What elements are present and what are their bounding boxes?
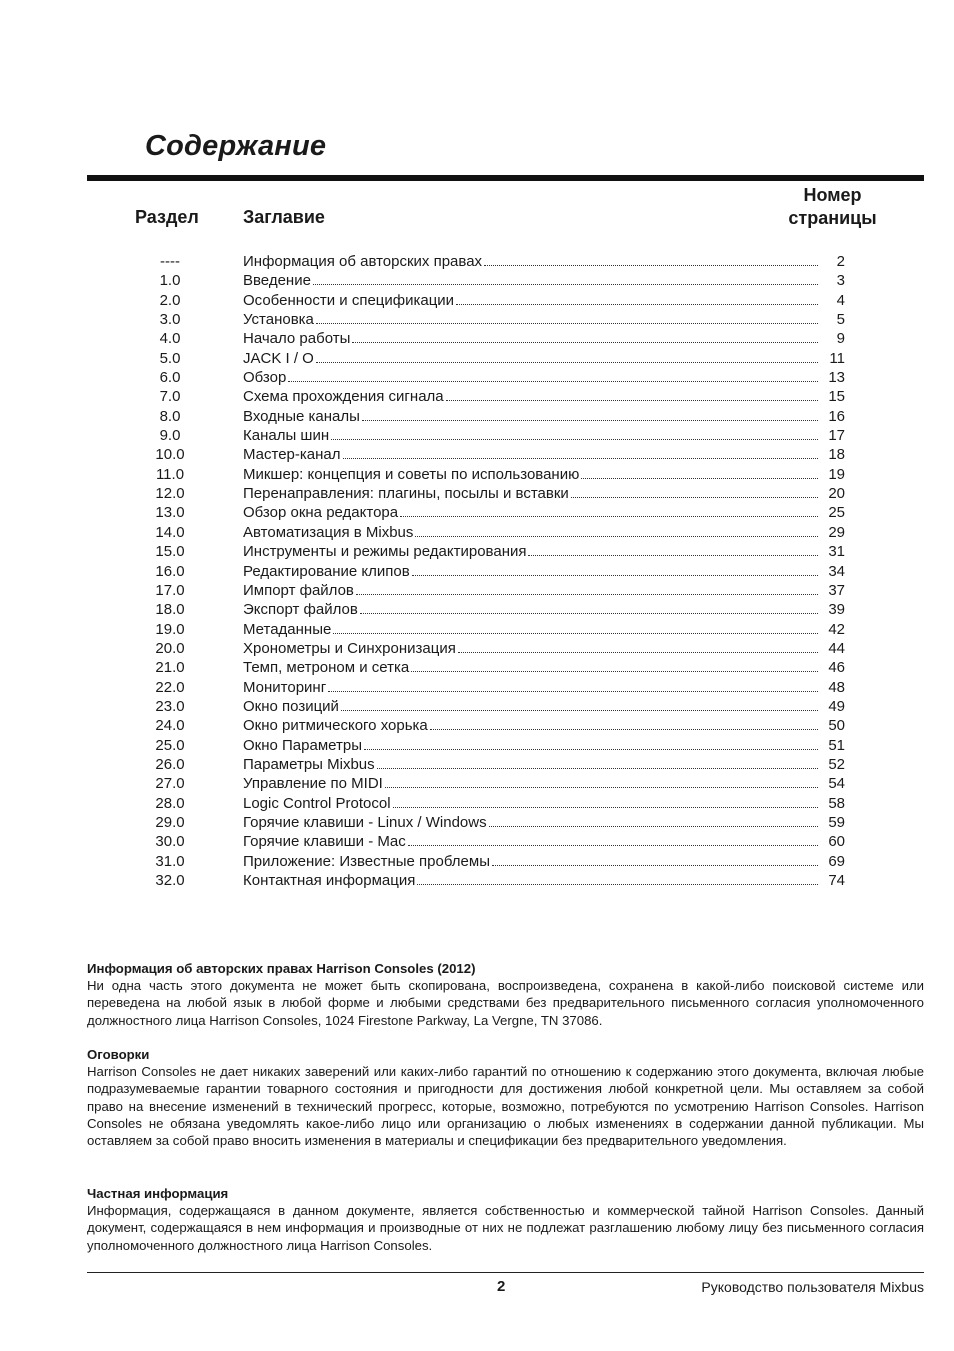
toc-page-number: 34: [828, 562, 845, 580]
toc-row: [135, 620, 845, 639]
toc-section-number: 20.0: [155, 639, 185, 657]
toc-page-number: 11: [829, 349, 845, 367]
toc-row: [135, 465, 845, 484]
toc-entry-title: JACK I / O: [243, 349, 314, 367]
toc-section-number: 13.0: [155, 504, 185, 522]
toc-entry: [243, 310, 818, 329]
table-of-contents: [135, 252, 845, 890]
toc-page-number: 5: [836, 311, 845, 329]
toc-section-number: 27.0: [155, 775, 185, 793]
toc-leader-dots: [343, 457, 819, 459]
toc-leader-dots: [331, 438, 818, 440]
toc-entry: [243, 329, 818, 348]
toc-entry-title: Информация об авторских правах: [243, 253, 483, 270]
toc-leader-dots: [316, 322, 818, 324]
toc-row: [135, 329, 845, 348]
toc-entry: [243, 426, 818, 445]
toc-entry-title: Инструменты и режимы редактирования: [243, 543, 527, 561]
toc-page-number: 19: [828, 465, 845, 483]
toc-row: [135, 794, 845, 813]
toc-entry: [243, 465, 818, 484]
toc-entry: [243, 600, 818, 619]
toc-entry: [243, 852, 818, 871]
toc-page-number: 37: [828, 581, 845, 599]
toc-leader-dots: [400, 515, 818, 517]
toc-row: [135, 426, 845, 445]
toc-row: [135, 271, 845, 290]
toc-entry: [243, 755, 818, 774]
toc-section-number: 30.0: [155, 833, 185, 851]
toc-section-number: 16.0: [155, 562, 185, 580]
toc-row: [135, 291, 845, 310]
toc-entry: [243, 271, 818, 290]
toc-section-number: 4.0: [159, 330, 181, 348]
toc-entry: [243, 542, 818, 561]
toc-section-number: 15.0: [155, 543, 185, 561]
header-title: Заглавие: [243, 207, 325, 227]
toc-leader-dots: [333, 632, 818, 634]
toc-page-number: 52: [828, 755, 845, 773]
toc-section-number: 9.0: [159, 427, 181, 445]
toc-row: [135, 503, 845, 522]
toc-entry-title: Окно ритмического хорька: [243, 717, 428, 735]
toc-leader-dots: [360, 612, 818, 614]
toc-entry-title: Управление по MIDI: [243, 775, 383, 793]
title-rule: [87, 175, 924, 181]
toc-entry: [243, 349, 818, 368]
toc-entry: [243, 581, 818, 600]
toc-entry-title: Особенности и спецификации: [243, 291, 455, 309]
toc-page-number: 54: [828, 775, 845, 793]
toc-page-number: 29: [828, 523, 845, 541]
toc-row: [135, 832, 845, 851]
toc-page-number: 58: [828, 794, 845, 812]
toc-entry-title: Обзор: [243, 369, 287, 387]
header-page-line1: Номер: [803, 185, 862, 205]
toc-section-number: 11.0: [155, 465, 185, 483]
toc-page-number: 31: [828, 543, 845, 561]
toc-page-number: 51: [828, 736, 845, 754]
toc-row: [135, 407, 845, 426]
toc-section-number: 23.0: [155, 697, 185, 715]
toc-page-number: 69: [828, 852, 845, 870]
toc-entry-title: Контактная информация: [243, 872, 416, 889]
private-info-heading: Частная информация: [87, 1186, 229, 1201]
copyright-text: Ни одна часть этого документа не может быть скопирована, воспроизведена, сохранена в какой-либо поисковой системе или переведена на любой язык в любой форме и любыми средствами без предварительного письменного согласия уполномоченного должностного лица Harrison Consoles, 1024 Firestone Parkway, La Vergne, TN 37086.: [87, 978, 924, 1028]
toc-page-number: 18: [828, 446, 845, 464]
toc-leader-dots: [489, 825, 818, 827]
page-title: Содержание: [145, 130, 327, 162]
toc-leader-dots: [417, 883, 818, 885]
toc-section-number: 18.0: [155, 601, 185, 619]
toc-entry: [243, 736, 818, 755]
toc-entry: [243, 639, 818, 658]
toc-leader-dots: [412, 574, 818, 576]
toc-page-number: 59: [828, 813, 845, 831]
toc-page-number: 2: [836, 253, 845, 270]
toc-entry: [243, 658, 818, 677]
toc-row: [135, 349, 845, 368]
toc-entry-title: Мастер-канал: [243, 446, 341, 464]
toc-entry: [243, 503, 818, 522]
toc-row: [135, 871, 845, 890]
toc-page-number: 48: [828, 678, 845, 696]
toc-entry-title: Автоматизация в Mixbus: [243, 523, 414, 541]
toc-leader-dots: [571, 496, 818, 498]
toc-leader-dots: [313, 283, 818, 285]
toc-entry-title: Начало работы: [243, 330, 351, 348]
toc-entry: [243, 252, 818, 271]
toc-row: [135, 658, 845, 677]
toc-leader-dots: [458, 651, 818, 653]
toc-row: [135, 484, 845, 503]
toc-entry-title: Окно позиций: [243, 697, 339, 715]
toc-leader-dots: [456, 303, 818, 305]
toc-row: [135, 697, 845, 716]
toc-entry: [243, 871, 818, 890]
toc-section-number: 21.0: [155, 659, 185, 677]
toc-leader-dots: [393, 806, 818, 808]
toc-leader-dots: [316, 361, 818, 363]
toc-page-number: 20: [828, 485, 845, 503]
toc-section-number: 6.0: [159, 369, 181, 387]
toc-page-number: 16: [828, 407, 845, 425]
toc-leader-dots: [430, 728, 818, 730]
toc-leader-dots: [356, 593, 818, 595]
toc-section-number: ----: [160, 253, 180, 270]
toc-row: [135, 523, 845, 542]
toc-entry-title: Редактирование клипов: [243, 562, 410, 580]
toc-section-number: 12.0: [155, 485, 185, 503]
toc-page-number: 4: [836, 291, 845, 309]
toc-leader-dots: [528, 554, 818, 556]
toc-entry-title: Перенаправления: плагины, посылы и вставки: [243, 485, 569, 503]
toc-page-number: 42: [828, 620, 845, 638]
toc-entry-title: Импорт файлов: [243, 581, 354, 599]
toc-page-number: 50: [828, 717, 845, 735]
toc-entry-title: Установка: [243, 311, 314, 329]
toc-row: [135, 755, 845, 774]
toc-entry: [243, 774, 818, 793]
copyright-heading: Информация об авторских правах Harrison Consoles (2012): [87, 961, 476, 976]
toc-page-number: 15: [828, 388, 845, 406]
toc-entry-title: Микшер: концепция и советы по использованию: [243, 465, 580, 483]
header-section: Раздел: [135, 207, 199, 227]
toc-row: [135, 562, 845, 581]
toc-entry-title: Каналы шин: [243, 427, 330, 445]
toc-page-number: 39: [828, 601, 845, 619]
toc-entry: [243, 562, 818, 581]
toc-leader-dots: [415, 535, 818, 537]
toc-leader-dots: [362, 419, 818, 421]
toc-row: [135, 445, 845, 464]
toc-entry: [243, 716, 818, 735]
toc-section-number: 3.0: [159, 311, 181, 329]
toc-section-number: 26.0: [155, 755, 185, 773]
toc-section-number: 29.0: [155, 813, 185, 831]
toc-page-number: 60: [828, 833, 845, 851]
toc-leader-dots: [408, 844, 818, 846]
toc-leader-dots: [492, 864, 818, 866]
toc-leader-dots: [484, 264, 818, 266]
toc-entry: [243, 813, 818, 832]
disclaimer-block: [87, 1046, 924, 1149]
toc-page-number: 74: [828, 872, 845, 889]
toc-section-number: 1.0: [159, 272, 181, 290]
toc-entry: [243, 484, 818, 503]
toc-entry: [243, 368, 818, 387]
copyright-block: [87, 960, 924, 1029]
toc-section-number: 10.0: [155, 446, 185, 464]
toc-row: [135, 639, 845, 658]
toc-page-number: 3: [836, 272, 845, 290]
toc-leader-dots: [328, 690, 818, 692]
toc-section-number: 24.0: [155, 717, 185, 735]
toc-entry-title: Logic Control Protocol: [243, 794, 391, 812]
toc-row: [135, 736, 845, 755]
toc-section-number: 7.0: [159, 388, 181, 406]
toc-entry-title: Горячие клавиши - Linux / Windows: [243, 813, 487, 831]
toc-row: [135, 387, 845, 406]
toc-section-number: 31.0: [155, 852, 185, 870]
toc-row: [135, 813, 845, 832]
disclaimer-heading: Оговорки: [87, 1047, 150, 1062]
toc-leader-dots: [364, 748, 818, 750]
toc-row: [135, 310, 845, 329]
toc-leader-dots: [581, 477, 818, 479]
toc-page-number: 49: [828, 697, 845, 715]
toc-entry: [243, 678, 818, 697]
footer-rule: [87, 1272, 924, 1273]
toc-leader-dots: [288, 380, 818, 382]
toc-entry-title: Обзор окна редактора: [243, 504, 399, 522]
toc-entry-title: Метаданные: [243, 620, 332, 638]
toc-page-number: 46: [828, 659, 845, 677]
toc-row: [135, 542, 845, 561]
private-info-text: Информация, содержащаяся в данном документе, является собственностью и коммерческой тайной Harrison Consoles. Данный документ, содержащаяся в нем информация и производные от них не подлежат разглашению любому лицу без письменного согласия уполномоченного должностного лица Harrison Consoles.: [87, 1203, 924, 1253]
toc-page-number: 25: [828, 504, 845, 522]
toc-leader-dots: [352, 341, 818, 343]
toc-section-number: 28.0: [155, 794, 185, 812]
toc-entry: [243, 620, 818, 639]
toc-entry: [243, 794, 818, 813]
toc-leader-dots: [385, 786, 818, 788]
toc-entry-title: Экспорт файлов: [243, 601, 358, 619]
toc-entry-title: Приложение: Известные проблемы: [243, 852, 490, 870]
toc-page-number: 13: [828, 369, 845, 387]
toc-entry: [243, 445, 818, 464]
footer-page-number: 2: [497, 1278, 506, 1295]
toc-entry-title: Хронометры и Синхронизация: [243, 639, 456, 657]
toc-section-number: 19.0: [155, 620, 185, 638]
toc-leader-dots: [411, 670, 818, 672]
toc-row: [135, 581, 845, 600]
toc-section-number: 32.0: [155, 872, 185, 889]
toc-section-number: 17.0: [155, 581, 185, 599]
header-page-line2: страницы: [788, 208, 877, 228]
toc-page-number: 9: [836, 330, 845, 348]
private-info-block: [87, 1185, 924, 1254]
toc-entry-title: Схема прохождения сигнала: [243, 388, 444, 406]
toc-entry: [243, 832, 818, 851]
toc-entry-title: Введение: [243, 272, 311, 290]
toc-leader-dots: [377, 767, 818, 769]
toc-row: [135, 600, 845, 619]
disclaimer-text: Harrison Consoles не дает никаких заверений или каких-либо гарантий по отношению к содержанию этого документа, включая любые подразумеваемые гарантии товарного состояния и пригодности для достижения любой конкретной цели. Мы оставляем за собой право на внесение изменений в технический прогресс, которые, возможно, потребуются по усмотрению Harrison Consoles. Harrison Consoles не обязана уведомлять какое-либо лицо или организацию о любых изменениях в содержании данной публикации. Мы оставляем за собой право вносить изменения в материалы и спецификации без предварительного уведомления.: [87, 1064, 924, 1149]
toc-entry: [243, 387, 818, 406]
header-page-number: [770, 184, 895, 230]
toc-entry: [243, 407, 818, 426]
toc-row: [135, 716, 845, 735]
toc-entry-title: Параметры Mixbus: [243, 755, 375, 773]
toc-row: [135, 774, 845, 793]
toc-entry: [243, 697, 818, 716]
toc-entry-title: Окно Параметры: [243, 736, 362, 754]
toc-entry-title: Мониторинг: [243, 678, 327, 696]
toc-entry: [243, 291, 818, 310]
toc-row: [135, 252, 845, 271]
toc-section-number: 8.0: [159, 407, 181, 425]
toc-section-number: 22.0: [155, 678, 185, 696]
toc-row: [135, 678, 845, 697]
toc-row: [135, 368, 845, 387]
toc-page-number: 44: [828, 639, 845, 657]
toc-section-number: 2.0: [159, 291, 181, 309]
footer-doc-title: Руководство пользователя Mixbus: [701, 1279, 924, 1295]
toc-leader-dots: [341, 709, 818, 711]
toc-entry: [243, 523, 818, 542]
toc-entry-title: Горячие клавиши - Mac: [243, 833, 406, 851]
toc-entry-title: Темп, метроном и сетка: [243, 659, 410, 677]
toc-row: [135, 852, 845, 871]
toc-entry-title: Входные каналы: [243, 407, 360, 425]
toc-page-number: 17: [828, 427, 845, 445]
toc-section-number: 25.0: [155, 736, 185, 754]
toc-section-number: 14.0: [155, 523, 185, 541]
toc-section-number: 5.0: [159, 349, 181, 367]
toc-leader-dots: [446, 399, 818, 401]
